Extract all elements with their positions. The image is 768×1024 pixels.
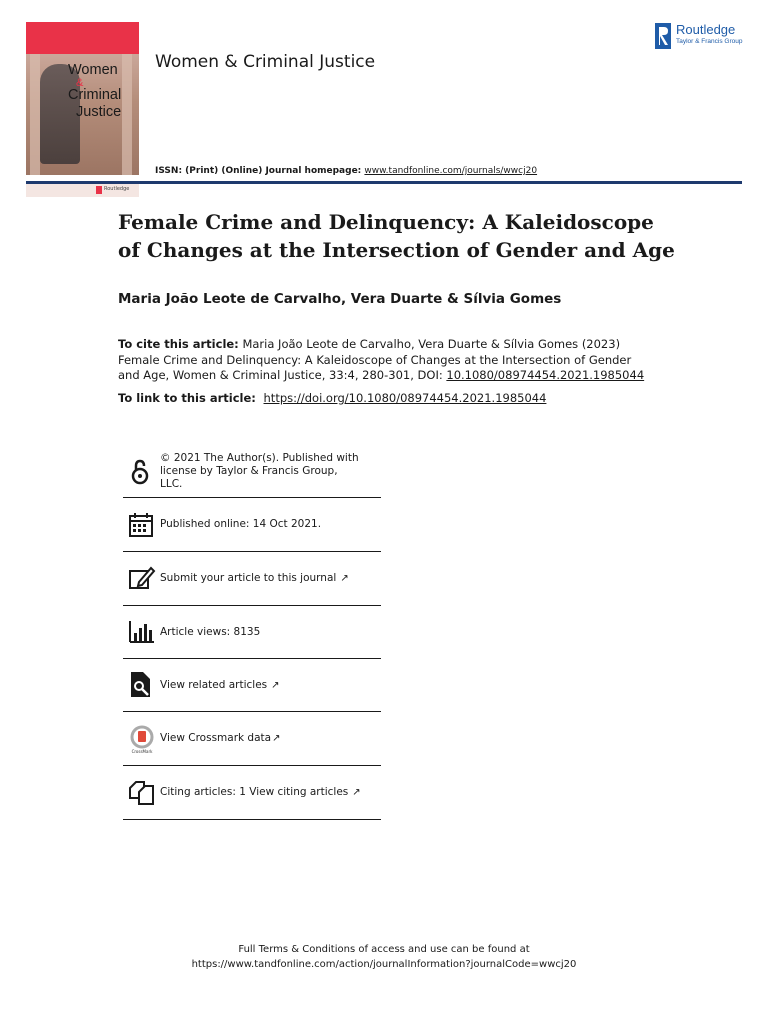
submit-article-link[interactable]: Submit your article to this journal xyxy=(160,572,337,584)
footer-terms-link[interactable]: https://www.tandfonline.com/action/journalInformation?journalCode=wwcj20 xyxy=(191,959,577,970)
cite-label: To cite this article: xyxy=(118,337,239,351)
calendar-icon xyxy=(127,510,157,540)
routledge-subtitle: Taylor & Francis Group xyxy=(676,38,743,45)
article-link-line xyxy=(118,391,546,405)
article-authors: Maria João Leote de Carvalho, Vera Duarte & Sílvia Gomes xyxy=(118,291,562,307)
cite-text: Maria João Leote de Carvalho, Vera Duarte & Sílvia Gomes (2023) Female Crime and Delinquency: A Kaleidoscope of Changes at the Intersection of Gender and Age, Women & Criminal Justice, 33:4, 280-301, DOI: xyxy=(118,337,632,382)
link-label: To link to this article: xyxy=(118,391,256,405)
cite-doi-link[interactable]: 10.1080/08974454.2021.1985044 xyxy=(446,368,645,382)
journal-title: Women & Criminal Justice xyxy=(155,52,376,72)
article-doi-link[interactable]: https://doi.org/10.1080/08974454.2021.1985044 xyxy=(263,391,547,405)
bar-chart-icon xyxy=(127,617,157,647)
svg-text:CrossMark: CrossMark xyxy=(131,748,153,754)
related-row[interactable] xyxy=(123,659,381,712)
submit-row[interactable] xyxy=(123,552,381,606)
citation-block xyxy=(118,337,648,384)
routledge-r-icon xyxy=(654,22,672,50)
external-link-icon: ↗ xyxy=(272,733,281,744)
cover-publisher-icon xyxy=(96,186,102,194)
search-document-icon xyxy=(127,670,157,700)
crossmark-icon xyxy=(127,724,157,754)
article-title: Female Crime and Delinquency: A Kaleidoscope of Changes at the Intersection of Gender and Age xyxy=(118,210,675,262)
crossmark-link[interactable]: View Crossmark data xyxy=(160,732,272,744)
published-row xyxy=(123,498,381,552)
external-link-icon: ↗ xyxy=(352,787,361,798)
open-access-text: © 2021 The Author(s). Published with license by Taylor & Francis Group, LLC. xyxy=(160,452,359,490)
journal-cover-image xyxy=(26,22,139,192)
article-views: Article views: 8135 xyxy=(160,625,261,638)
cover-title: Women & Criminal Justice xyxy=(68,62,122,120)
footer-terms xyxy=(0,942,768,972)
open-access-icon xyxy=(127,457,157,487)
header-divider xyxy=(26,181,742,184)
article-info-list xyxy=(123,446,381,820)
open-access-row xyxy=(123,446,381,498)
related-articles-link[interactable]: View related articles xyxy=(160,678,268,691)
citing-articles-link[interactable]: Citing articles: 1 View citing articles xyxy=(160,786,349,798)
published-date: Published online: 14 Oct 2021. xyxy=(160,518,322,530)
external-link-icon: ↗ xyxy=(340,573,349,584)
edit-icon xyxy=(127,564,157,594)
external-link-icon: ↗ xyxy=(271,679,280,691)
citing-row[interactable] xyxy=(123,766,381,820)
routledge-logo xyxy=(654,22,746,50)
cover-publisher: Routledge xyxy=(104,186,130,192)
citing-articles-icon xyxy=(127,778,157,808)
issn-line: ISSN: (Print) (Online) Journal homepage: www.tandfonline.com/journals/wwcj20 xyxy=(155,166,538,176)
crossmark-row[interactable] xyxy=(123,712,381,766)
journal-homepage-link[interactable]: www.tandfonline.com/journals/wwcj20 xyxy=(364,166,538,176)
footer-line-1: Full Terms & Conditions of access and use can be found at xyxy=(238,944,530,955)
routledge-name: Routledge xyxy=(676,22,736,37)
views-row xyxy=(123,606,381,659)
